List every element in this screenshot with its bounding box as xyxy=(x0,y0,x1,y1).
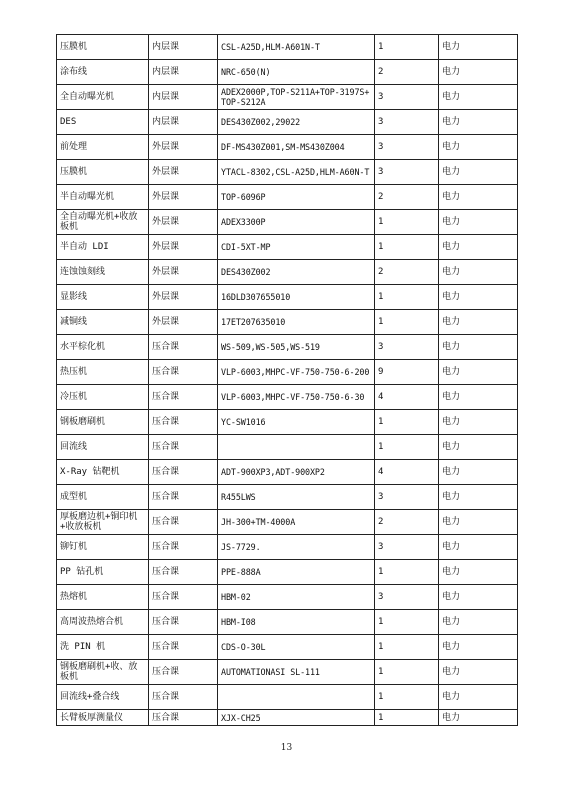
model-cell: WS-509,WS-505,WS-519 xyxy=(218,335,375,360)
quantity-cell: 1 xyxy=(375,285,439,310)
department-cell: 外层课 xyxy=(149,210,218,235)
table-row xyxy=(57,660,518,685)
department-cell: 压合课 xyxy=(149,435,218,460)
equipment-name-cell: 长臂板厚测量仪 xyxy=(57,710,149,726)
model-cell: TOP-6096P xyxy=(218,185,375,210)
quantity-cell: 2 xyxy=(375,185,439,210)
quantity-cell: 9 xyxy=(375,360,439,385)
department-cell: 压合课 xyxy=(149,660,218,685)
table-row xyxy=(57,210,518,235)
department-cell: 内层课 xyxy=(149,85,218,110)
department-cell: 外层课 xyxy=(149,310,218,335)
model-cell: R455LWS xyxy=(218,485,375,510)
quantity-cell: 1 xyxy=(375,210,439,235)
table-row xyxy=(57,485,518,510)
energy-type-cell: 电力 xyxy=(439,435,518,460)
quantity-cell: 1 xyxy=(375,685,439,710)
department-cell: 外层课 xyxy=(149,235,218,260)
department-cell: 压合课 xyxy=(149,385,218,410)
equipment-name-cell: 全自动曝光机+收放板机 xyxy=(57,210,149,235)
table-row xyxy=(57,610,518,635)
energy-type-cell: 电力 xyxy=(439,85,518,110)
equipment-name-cell: DES xyxy=(57,110,149,135)
model-cell: CDI-5XT-MP xyxy=(218,235,375,260)
equipment-name-cell: 铆钉机 xyxy=(57,535,149,560)
quantity-cell: 3 xyxy=(375,485,439,510)
energy-type-cell: 电力 xyxy=(439,135,518,160)
equipment-name-cell: 成型机 xyxy=(57,485,149,510)
table-row xyxy=(57,335,518,360)
equipment-name-cell: 水平棕化机 xyxy=(57,335,149,360)
table-row xyxy=(57,435,518,460)
department-cell: 压合课 xyxy=(149,610,218,635)
model-cell: JS-7729. xyxy=(218,535,375,560)
quantity-cell: 1 xyxy=(375,35,439,60)
equipment-name-cell: 前处理 xyxy=(57,135,149,160)
energy-type-cell: 电力 xyxy=(439,110,518,135)
model-cell: VLP-6003,MHPC-VF-750-750-6-30 xyxy=(218,385,375,410)
model-cell: PPE-888A xyxy=(218,560,375,585)
energy-type-cell: 电力 xyxy=(439,185,518,210)
equipment-name-cell: 半自动 LDI xyxy=(57,235,149,260)
energy-type-cell: 电力 xyxy=(439,560,518,585)
department-cell: 压合课 xyxy=(149,685,218,710)
table-row xyxy=(57,110,518,135)
table-row xyxy=(57,410,518,435)
table-row xyxy=(57,585,518,610)
quantity-cell: 1 xyxy=(375,235,439,260)
equipment-name-cell: 压膜机 xyxy=(57,160,149,185)
department-cell: 内层课 xyxy=(149,35,218,60)
equipment-name-cell: 涂布线 xyxy=(57,60,149,85)
quantity-cell: 1 xyxy=(375,635,439,660)
energy-type-cell: 电力 xyxy=(439,210,518,235)
energy-type-cell: 电力 xyxy=(439,410,518,435)
quantity-cell: 3 xyxy=(375,135,439,160)
model-cell: DES430Z002 xyxy=(218,260,375,285)
equipment-name-cell: 压膜机 xyxy=(57,35,149,60)
quantity-cell: 3 xyxy=(375,585,439,610)
energy-type-cell: 电力 xyxy=(439,510,518,535)
energy-type-cell: 电力 xyxy=(439,485,518,510)
department-cell: 外层课 xyxy=(149,185,218,210)
energy-type-cell: 电力 xyxy=(439,60,518,85)
department-cell: 压合课 xyxy=(149,485,218,510)
table-row xyxy=(57,535,518,560)
equipment-table xyxy=(56,34,518,726)
model-cell: 16DLD307655010 xyxy=(218,285,375,310)
equipment-name-cell: X-Ray 钻靶机 xyxy=(57,460,149,485)
quantity-cell: 1 xyxy=(375,435,439,460)
table-row xyxy=(57,560,518,585)
equipment-name-cell: 热熔机 xyxy=(57,585,149,610)
table-row xyxy=(57,260,518,285)
model-cell: CDS-O-30L xyxy=(218,635,375,660)
energy-type-cell: 电力 xyxy=(439,360,518,385)
quantity-cell: 3 xyxy=(375,85,439,110)
model-cell: HBM-02 xyxy=(218,585,375,610)
table-row xyxy=(57,160,518,185)
department-cell: 外层课 xyxy=(149,160,218,185)
model-cell: AUTOMATIONASI SL-111 xyxy=(218,660,375,685)
equipment-name-cell: 显影线 xyxy=(57,285,149,310)
table-row xyxy=(57,135,518,160)
model-cell xyxy=(218,435,375,460)
table-row xyxy=(57,235,518,260)
model-cell: NRC-650(N) xyxy=(218,60,375,85)
energy-type-cell: 电力 xyxy=(439,310,518,335)
department-cell: 内层课 xyxy=(149,60,218,85)
quantity-cell: 1 xyxy=(375,610,439,635)
department-cell: 压合课 xyxy=(149,635,218,660)
table-row xyxy=(57,85,518,110)
equipment-name-cell: 钢板磨刷机+收、放板机 xyxy=(57,660,149,685)
equipment-name-cell: 回流线+叠合线 xyxy=(57,685,149,710)
energy-type-cell: 电力 xyxy=(439,160,518,185)
quantity-cell: 1 xyxy=(375,560,439,585)
model-cell: DES430Z002,29022 xyxy=(218,110,375,135)
quantity-cell: 4 xyxy=(375,460,439,485)
table-row xyxy=(57,35,518,60)
table-row xyxy=(57,635,518,660)
model-cell: DF-MS430Z001,SM-MS430Z004 xyxy=(218,135,375,160)
model-cell: HBM-I08 xyxy=(218,610,375,635)
model-cell: XJX-CH25 xyxy=(218,710,375,726)
quantity-cell: 1 xyxy=(375,660,439,685)
model-cell: YTACL-8302,CSL-A25D,HLM-A60N-T xyxy=(218,160,375,185)
model-cell: VLP-6003,MHPC-VF-750-750-6-200 xyxy=(218,360,375,385)
quantity-cell: 2 xyxy=(375,510,439,535)
model-cell xyxy=(218,685,375,710)
equipment-name-cell: 冷压机 xyxy=(57,385,149,410)
table-row xyxy=(57,360,518,385)
energy-type-cell: 电力 xyxy=(439,285,518,310)
quantity-cell: 1 xyxy=(375,410,439,435)
table-row xyxy=(57,185,518,210)
department-cell: 外层课 xyxy=(149,285,218,310)
department-cell: 压合课 xyxy=(149,535,218,560)
table-row xyxy=(57,60,518,85)
energy-type-cell: 电力 xyxy=(439,385,518,410)
quantity-cell: 4 xyxy=(375,385,439,410)
department-cell: 压合课 xyxy=(149,560,218,585)
energy-type-cell: 电力 xyxy=(439,635,518,660)
table-row xyxy=(57,685,518,710)
equipment-name-cell: PP 钻孔机 xyxy=(57,560,149,585)
quantity-cell: 3 xyxy=(375,535,439,560)
table-row xyxy=(57,285,518,310)
table-row xyxy=(57,510,518,535)
department-cell: 压合课 xyxy=(149,510,218,535)
equipment-name-cell: 钢板磨刷机 xyxy=(57,410,149,435)
energy-type-cell: 电力 xyxy=(439,685,518,710)
model-cell: CSL-A25D,HLM-A601N-T xyxy=(218,35,375,60)
department-cell: 压合课 xyxy=(149,335,218,360)
energy-type-cell: 电力 xyxy=(439,660,518,685)
department-cell: 压合课 xyxy=(149,410,218,435)
department-cell: 外层课 xyxy=(149,260,218,285)
equipment-name-cell: 回流线 xyxy=(57,435,149,460)
energy-type-cell: 电力 xyxy=(439,460,518,485)
model-cell: ADEX2000P,TOP-S211A+TOP-3197S+TOP-S212A xyxy=(218,85,375,110)
department-cell: 外层课 xyxy=(149,135,218,160)
model-cell: JH-300+TM-4000A xyxy=(218,510,375,535)
quantity-cell: 3 xyxy=(375,335,439,360)
equipment-name-cell: 连蚀蚀刻线 xyxy=(57,260,149,285)
table-row xyxy=(57,710,518,726)
department-cell: 压合课 xyxy=(149,710,218,726)
energy-type-cell: 电力 xyxy=(439,335,518,360)
model-cell: YC-SW1016 xyxy=(218,410,375,435)
equipment-name-cell: 热压机 xyxy=(57,360,149,385)
equipment-name-cell: 高周波热熔合机 xyxy=(57,610,149,635)
equipment-name-cell: 半自动曝光机 xyxy=(57,185,149,210)
quantity-cell: 3 xyxy=(375,160,439,185)
quantity-cell: 2 xyxy=(375,60,439,85)
quantity-cell: 1 xyxy=(375,710,439,726)
equipment-table-body xyxy=(57,35,518,726)
table-row xyxy=(57,310,518,335)
quantity-cell: 3 xyxy=(375,110,439,135)
energy-type-cell: 电力 xyxy=(439,235,518,260)
quantity-cell: 2 xyxy=(375,260,439,285)
department-cell: 压合课 xyxy=(149,460,218,485)
table-row xyxy=(57,460,518,485)
energy-type-cell: 电力 xyxy=(439,585,518,610)
equipment-name-cell: 减铜线 xyxy=(57,310,149,335)
department-cell: 内层课 xyxy=(149,110,218,135)
table-row xyxy=(57,385,518,410)
energy-type-cell: 电力 xyxy=(439,535,518,560)
page-number: 13 xyxy=(280,743,293,753)
department-cell: 压合课 xyxy=(149,360,218,385)
energy-type-cell: 电力 xyxy=(439,35,518,60)
equipment-name-cell: 洗 PIN 机 xyxy=(57,635,149,660)
department-cell: 压合课 xyxy=(149,585,218,610)
model-cell: ADT-900XP3,ADT-900XP2 xyxy=(218,460,375,485)
equipment-name-cell: 厚板磨边机+铜印机+收放板机 xyxy=(57,510,149,535)
model-cell: ADEX3300P xyxy=(218,210,375,235)
quantity-cell: 1 xyxy=(375,310,439,335)
energy-type-cell: 电力 xyxy=(439,260,518,285)
equipment-name-cell: 全自动曝光机 xyxy=(57,85,149,110)
energy-type-cell: 电力 xyxy=(439,610,518,635)
energy-type-cell: 电力 xyxy=(439,710,518,726)
model-cell: 17ET207635010 xyxy=(218,310,375,335)
